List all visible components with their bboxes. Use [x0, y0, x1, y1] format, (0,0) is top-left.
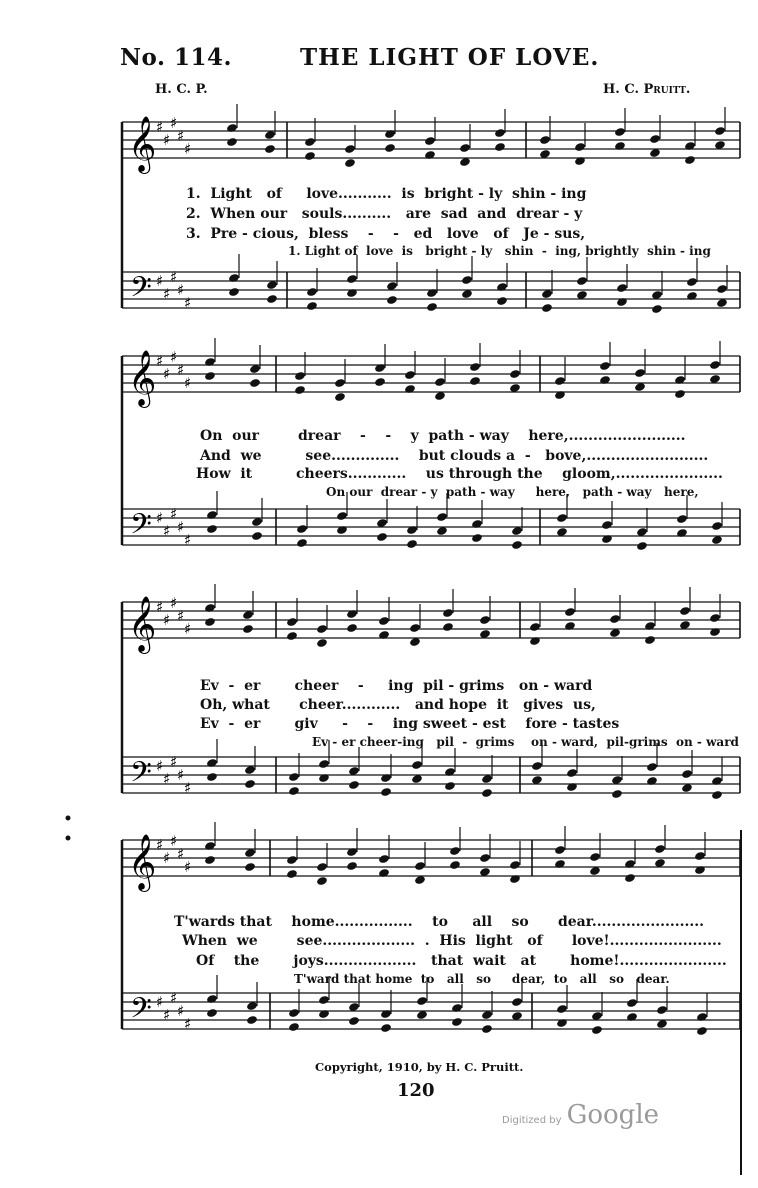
- note-head: [566, 768, 578, 778]
- note-head: [442, 622, 454, 632]
- note-head: [346, 274, 358, 284]
- note-head: [286, 855, 298, 865]
- note-head: [416, 996, 428, 1006]
- note-head: [334, 378, 346, 388]
- note-head: [306, 301, 318, 311]
- note-head: [294, 385, 306, 395]
- note-head: [709, 613, 721, 623]
- note-head: [404, 370, 416, 380]
- lyric-verse-line: Ev - er cheer - ing pil - grims on - ward: [200, 678, 593, 694]
- treble-clef: 𝄞: [128, 350, 157, 406]
- note-head: [206, 524, 218, 534]
- sharp-sign: ♯: [184, 374, 192, 392]
- note-head: [554, 376, 566, 386]
- note-head: [411, 760, 423, 770]
- note-head: [614, 127, 626, 137]
- note-head: [226, 137, 238, 147]
- margin-dot: [66, 836, 71, 841]
- sharp-sign: ♯: [156, 836, 164, 854]
- note-head: [709, 360, 721, 370]
- google-logo: Google: [566, 1100, 660, 1130]
- note-head: [288, 1008, 300, 1018]
- sharp-sign: ♯: [163, 365, 171, 383]
- note-head: [251, 531, 263, 541]
- note-head: [304, 137, 316, 147]
- sharp-sign: ♯: [163, 285, 171, 303]
- sharp-sign: ♯: [184, 858, 192, 876]
- hymn-title: THE LIGHT OF LOVE.: [300, 44, 600, 71]
- note-head: [246, 1015, 258, 1025]
- note-head: [288, 772, 300, 782]
- sharp-sign: ♯: [170, 989, 178, 1007]
- note-head: [626, 998, 638, 1008]
- sharp-sign: ♯: [170, 832, 178, 850]
- note-head: [494, 128, 506, 138]
- note-head: [644, 635, 656, 645]
- note-head: [711, 790, 723, 800]
- note-head: [479, 615, 491, 625]
- note-head: [376, 532, 388, 542]
- note-head: [344, 144, 356, 154]
- note-head: [409, 623, 421, 633]
- bass-clef: 𝄢: [130, 756, 152, 796]
- sharp-sign: ♯: [170, 268, 178, 286]
- note-head: [286, 869, 298, 879]
- note-head: [511, 997, 523, 1007]
- note-head: [686, 277, 698, 287]
- treble-clef: 𝄞: [128, 116, 157, 172]
- note-head: [316, 624, 328, 634]
- note-head: [591, 1025, 603, 1035]
- note-head: [459, 143, 471, 153]
- note-head: [380, 787, 392, 797]
- sharp-sign: ♯: [177, 766, 185, 784]
- note-head: [624, 873, 636, 883]
- note-head: [304, 151, 316, 161]
- note-head: [649, 134, 661, 144]
- note-head: [426, 302, 438, 312]
- note-head: [656, 1005, 668, 1015]
- note-head: [444, 781, 456, 791]
- note-head: [414, 861, 426, 871]
- sharp-sign: ♯: [156, 598, 164, 616]
- note-head: [204, 371, 216, 381]
- note-head: [529, 622, 541, 632]
- lyric-verse-line: When we see................... . His light of love!.......................: [182, 933, 722, 949]
- sharp-sign: ♯: [184, 294, 192, 312]
- note-head: [286, 617, 298, 627]
- note-head: [449, 860, 461, 870]
- note-head: [294, 371, 306, 381]
- note-head: [574, 142, 586, 152]
- sharp-sign: ♯: [163, 1006, 171, 1024]
- lyric-verse-line: And we see.............. but clouds a - bove,.........................: [200, 448, 709, 464]
- note-head: [564, 607, 576, 617]
- note-head: [244, 862, 256, 872]
- note-head: [346, 861, 358, 871]
- lyric-verse-line: Ev - er giv - - ing sweet - est fore - tastes: [200, 716, 620, 732]
- lyric-verse-line: 2. When our souls.......... are sad and drear - y: [186, 206, 583, 222]
- note-head: [511, 540, 523, 550]
- note-head: [684, 155, 696, 165]
- note-head: [451, 1017, 463, 1027]
- note-head: [316, 876, 328, 886]
- sharp-sign: ♯: [184, 1015, 192, 1033]
- sharp-sign: ♯: [184, 140, 192, 158]
- note-head: [539, 135, 551, 145]
- note-head: [716, 284, 728, 294]
- note-head: [318, 759, 330, 769]
- note-head: [316, 862, 328, 872]
- hymn-number: No. 114.: [120, 44, 232, 71]
- note-head: [288, 1022, 300, 1032]
- note-head: [616, 283, 628, 293]
- lyric-verse-line: Of the joys................... that wait at home!......................: [196, 953, 727, 969]
- page-number: 120: [397, 1080, 435, 1101]
- note-head: [509, 369, 521, 379]
- note-head: [378, 616, 390, 626]
- sharp-sign: ♯: [177, 127, 185, 145]
- sharp-sign: ♯: [177, 518, 185, 536]
- sharp-sign: ♯: [170, 348, 178, 366]
- note-head: [696, 1026, 708, 1036]
- note-head: [479, 853, 491, 863]
- note-head: [554, 845, 566, 855]
- sharp-sign: ♯: [156, 352, 164, 370]
- note-head: [599, 361, 611, 371]
- note-head: [589, 852, 601, 862]
- note-head: [318, 995, 330, 1005]
- bass-clef: 𝄢: [130, 508, 152, 548]
- copyright-notice: Copyright, 1910, by H. C. Pruitt.: [315, 1060, 524, 1074]
- note-head: [601, 520, 613, 530]
- note-head: [266, 294, 278, 304]
- sharp-sign: ♯: [163, 849, 171, 867]
- note-head: [378, 854, 390, 864]
- note-head: [204, 617, 216, 627]
- note-head: [344, 158, 356, 168]
- note-head: [469, 376, 481, 386]
- note-head: [694, 851, 706, 861]
- digitized-prefix: Digitized by: [502, 1115, 562, 1126]
- note-head: [609, 614, 621, 624]
- note-head: [380, 1023, 392, 1033]
- music-credit: H. C. Pruitt.: [603, 82, 691, 97]
- lyric-bass-line: 1. Light of love is bright - ly shin - ing, brightly shin - ing: [288, 244, 711, 258]
- note-head: [531, 761, 543, 771]
- lyric-verse-line: Oh, what cheer............ and hope it gives us,: [200, 697, 596, 713]
- note-head: [334, 392, 346, 402]
- note-head: [336, 511, 348, 521]
- note-head: [651, 304, 663, 314]
- note-head: [348, 780, 360, 790]
- note-head: [424, 136, 436, 146]
- note-head: [374, 377, 386, 387]
- sharp-sign: ♯: [184, 620, 192, 638]
- note-head: [634, 368, 646, 378]
- words-credit: H. C. P.: [155, 82, 208, 97]
- note-head: [471, 533, 483, 543]
- note-head: [316, 638, 328, 648]
- note-head: [296, 538, 308, 548]
- note-head: [481, 1024, 493, 1034]
- note-head: [461, 275, 473, 285]
- treble-clef: 𝄞: [128, 596, 157, 652]
- lyric-bass-line: T'ward that home to all so dear, to all so dear.: [294, 972, 670, 986]
- lyric-verse-line: On our drear - - y path - way here,........................: [200, 428, 686, 444]
- treble-clef: 𝄞: [128, 834, 157, 890]
- lyric-verse-line: 1. Light of love........... is bright - ly shin - ing: [186, 186, 587, 202]
- note-head: [288, 786, 300, 796]
- sharp-sign: ♯: [163, 522, 171, 540]
- sharp-sign: ♯: [163, 770, 171, 788]
- note-head: [714, 126, 726, 136]
- sharp-sign: ♯: [156, 118, 164, 136]
- note-head: [249, 378, 261, 388]
- sharp-sign: ♯: [184, 779, 192, 797]
- note-head: [541, 303, 553, 313]
- margin-dot: [66, 816, 71, 821]
- note-head: [296, 524, 308, 534]
- note-head: [386, 295, 398, 305]
- sharp-sign: ♯: [170, 753, 178, 771]
- note-head: [576, 276, 588, 286]
- note-head: [264, 144, 276, 154]
- note-head: [611, 789, 623, 799]
- note-head: [469, 362, 481, 372]
- sharp-sign: ♯: [156, 272, 164, 290]
- sharp-sign: ♯: [170, 505, 178, 523]
- sharp-sign: ♯: [177, 607, 185, 625]
- sharp-sign: ♯: [163, 611, 171, 629]
- sharp-sign: ♯: [177, 281, 185, 299]
- note-head: [206, 772, 218, 782]
- note-head: [242, 624, 254, 634]
- note-head: [556, 1004, 568, 1014]
- note-head: [481, 788, 493, 798]
- note-head: [646, 762, 658, 772]
- sharp-sign: ♯: [177, 1002, 185, 1020]
- sharp-sign: ♯: [170, 114, 178, 132]
- note-head: [654, 844, 666, 854]
- sharp-sign: ♯: [156, 509, 164, 527]
- lyric-bass-line: On our drear - y path - way here, path - way here,: [326, 485, 699, 499]
- sharp-sign: ♯: [177, 845, 185, 863]
- note-head: [442, 608, 454, 618]
- note-head: [434, 377, 446, 387]
- note-head: [556, 513, 568, 523]
- note-head: [346, 623, 358, 633]
- note-head: [228, 287, 240, 297]
- note-head: [286, 631, 298, 641]
- note-head: [406, 539, 418, 549]
- note-head: [206, 1008, 218, 1018]
- bass-clef: 𝄢: [130, 271, 152, 311]
- note-head: [509, 860, 521, 870]
- sharp-sign: ♯: [156, 757, 164, 775]
- note-head: [674, 389, 686, 399]
- lyric-verse-line: 3. Pre - cious, bless - - ed love of Je - sus,: [186, 226, 586, 242]
- sharp-sign: ♯: [163, 131, 171, 149]
- sharp-sign: ♯: [177, 361, 185, 379]
- lyric-verse-line: How it cheers............ us through the gloom,......................: [196, 466, 723, 482]
- note-head: [676, 514, 688, 524]
- bass-clef: 𝄢: [130, 992, 152, 1032]
- digitized-watermark: [502, 1100, 659, 1130]
- note-head: [436, 512, 448, 522]
- note-head: [636, 541, 648, 551]
- sharp-sign: ♯: [170, 594, 178, 612]
- note-head: [244, 779, 256, 789]
- note-head: [711, 521, 723, 531]
- note-head: [494, 142, 506, 152]
- note-head: [449, 846, 461, 856]
- sharp-sign: ♯: [156, 993, 164, 1011]
- note-head: [348, 1016, 360, 1026]
- lyric-bass-line: Ev - er cheer-ing pil - grims on - ward, pil-grims on - ward: [312, 735, 739, 749]
- note-head: [204, 855, 216, 865]
- note-head: [496, 296, 508, 306]
- lyric-verse-line: T'wards that home................ to all so dear.......................: [174, 914, 704, 930]
- note-head: [384, 143, 396, 153]
- note-head: [306, 287, 318, 297]
- note-head: [681, 769, 693, 779]
- sharp-sign: ♯: [184, 531, 192, 549]
- note-head: [679, 606, 691, 616]
